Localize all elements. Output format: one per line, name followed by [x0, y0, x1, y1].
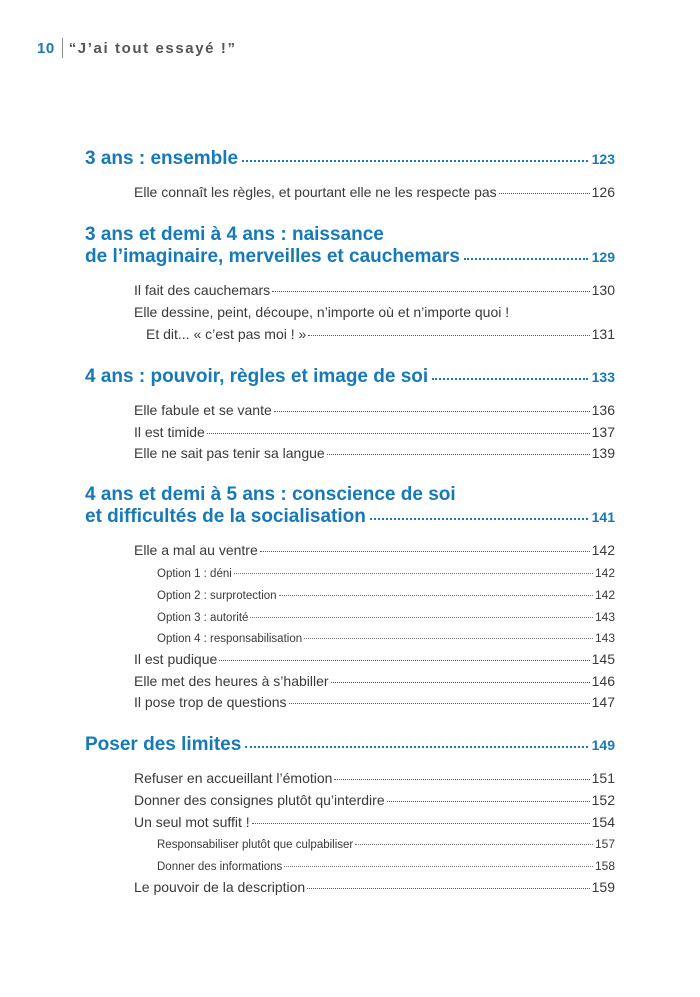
subentry-title: Option 4 : responsabilisation	[157, 633, 303, 645]
dot-leader	[272, 291, 589, 292]
subentry-page: 142	[594, 588, 615, 602]
entry-title: Elle ne sait pas tenir sa langue	[134, 445, 325, 461]
toc-entry[interactable]	[134, 792, 615, 808]
toc-entry[interactable]	[134, 184, 615, 200]
dot-leader	[331, 682, 590, 683]
entry-page: 147	[591, 694, 615, 710]
entry-page: 145	[591, 651, 615, 667]
entry-title: Le pouvoir de la description	[134, 879, 306, 895]
entry-page: 137	[591, 424, 615, 440]
entry-page: 154	[591, 814, 615, 830]
chapter-entry[interactable]	[85, 484, 615, 528]
header-divider	[62, 38, 63, 58]
dot-leader	[370, 517, 588, 520]
subentry-title: Option 2 : surprotection	[157, 590, 277, 602]
subentry-title: Option 1 : déni	[157, 568, 232, 580]
chapter-title: 3 ans et demi à 4 ans : naissance	[85, 224, 384, 245]
chapter-title: 3 ans : ensemble	[85, 148, 239, 169]
toc-entry[interactable]	[134, 445, 615, 461]
entry-title: Il est timide	[134, 424, 205, 440]
entry-page: 159	[591, 879, 615, 895]
chapter-page: 123	[591, 151, 615, 167]
toc-entry[interactable]	[134, 402, 615, 418]
dot-leader	[307, 888, 589, 889]
toc-entry[interactable]	[134, 814, 615, 830]
entry-title: Il pose trop de questions	[134, 694, 287, 710]
dot-leader	[499, 193, 590, 194]
chapter-page: 141	[591, 509, 615, 525]
subentry-title: Responsabiliser plutôt que culpabiliser	[157, 839, 354, 851]
dot-leader	[334, 779, 589, 780]
dot-leader	[219, 660, 589, 661]
dot-leader	[274, 411, 590, 412]
toc-subentry[interactable]	[157, 837, 615, 851]
subentry-title: Option 3 : autorité	[157, 612, 249, 624]
chapter-title-cont: de l’imaginaire, merveilles et cauchemars	[85, 246, 460, 267]
chapter-page: 133	[591, 369, 615, 385]
entry-title: Elle dessine, peint, découpe, n’importe où et n’importe quoi !	[134, 304, 510, 320]
dot-leader	[289, 703, 590, 704]
entry-page: 152	[591, 792, 615, 808]
subentry-page: 143	[594, 631, 615, 645]
chapter-title: 4 ans et demi à 5 ans : conscience de soi	[85, 484, 456, 505]
entry-title: Refuser en accueillant l’émotion	[134, 770, 333, 786]
entry-page: 136	[591, 402, 615, 418]
book-title: “J’ai tout essayé !”	[68, 39, 237, 57]
toc-entry[interactable]	[134, 770, 615, 786]
entry-page: 131	[591, 326, 615, 342]
entry-title: Il fait des cauchemars	[134, 282, 271, 298]
chapter-entry[interactable]	[85, 148, 615, 170]
entry-title: Elle met des heures à s’habiller	[134, 673, 329, 689]
entry-title: Donner des consignes plutôt qu’interdire	[134, 792, 385, 808]
dot-leader	[242, 159, 588, 162]
dot-leader	[260, 551, 590, 552]
chapter-entry[interactable]	[85, 366, 615, 388]
entry-title: Il est pudique	[134, 651, 218, 667]
toc-subentry[interactable]	[157, 588, 615, 602]
toc-entry[interactable]	[134, 673, 615, 689]
chapter-page: 149	[591, 737, 615, 753]
dot-leader	[245, 745, 587, 748]
toc-entry[interactable]	[134, 282, 615, 298]
dot-leader	[308, 335, 589, 336]
subentry-page: 158	[594, 859, 615, 873]
dot-leader	[432, 377, 587, 380]
entry-page: 151	[591, 770, 615, 786]
dot-leader	[304, 638, 593, 639]
entry-page: 139	[591, 445, 615, 461]
entry-page: 126	[591, 184, 615, 200]
dot-leader	[250, 617, 593, 618]
toc-entry[interactable]	[134, 542, 615, 558]
chapter-page: 129	[591, 249, 615, 265]
toc-subentry[interactable]	[157, 566, 615, 580]
dot-leader	[252, 823, 590, 824]
toc-entry[interactable]	[134, 424, 615, 440]
entry-title-cont: Et dit... « c’est pas moi ! »	[146, 326, 307, 342]
entry-title: Elle connaît les règles, et pourtant elle ne les respecte pas	[134, 184, 497, 200]
toc-entry[interactable]	[134, 879, 615, 895]
dot-leader	[207, 433, 590, 434]
subentry-title: Donner des informations	[157, 861, 283, 873]
toc-subentry[interactable]	[157, 859, 615, 873]
subentry-page: 143	[594, 610, 615, 624]
dot-leader	[387, 801, 590, 802]
dot-leader	[279, 595, 593, 596]
dot-leader	[234, 573, 593, 574]
dot-leader	[327, 454, 590, 455]
entry-title: Un seul mot suffit !	[134, 814, 250, 830]
dot-leader	[355, 844, 593, 845]
entry-page: 142	[591, 542, 615, 558]
toc-entry[interactable]	[134, 694, 615, 710]
chapter-title: Poser des limites	[85, 734, 242, 755]
toc-entry[interactable]	[134, 651, 615, 667]
dot-leader	[464, 257, 588, 260]
toc-subentry[interactable]	[157, 610, 615, 624]
entry-page: 130	[591, 282, 615, 298]
toc-entry[interactable]	[134, 303, 615, 342]
running-header	[37, 38, 237, 58]
chapter-title: 4 ans : pouvoir, règles et image de soi	[85, 366, 429, 387]
subentry-page: 142	[594, 566, 615, 580]
chapter-title-cont: et difficultés de la socialisation	[85, 506, 366, 527]
entry-page: 146	[591, 673, 615, 689]
chapter-entry[interactable]	[85, 734, 615, 756]
entry-title: Elle fabule et se vante	[134, 402, 272, 418]
toc-subentry[interactable]	[157, 631, 615, 645]
subentry-page: 157	[594, 837, 615, 851]
entry-title: Elle a mal au ventre	[134, 542, 258, 558]
page-number: 10	[37, 39, 55, 57]
dot-leader	[284, 866, 593, 867]
chapter-entry[interactable]	[85, 224, 615, 268]
